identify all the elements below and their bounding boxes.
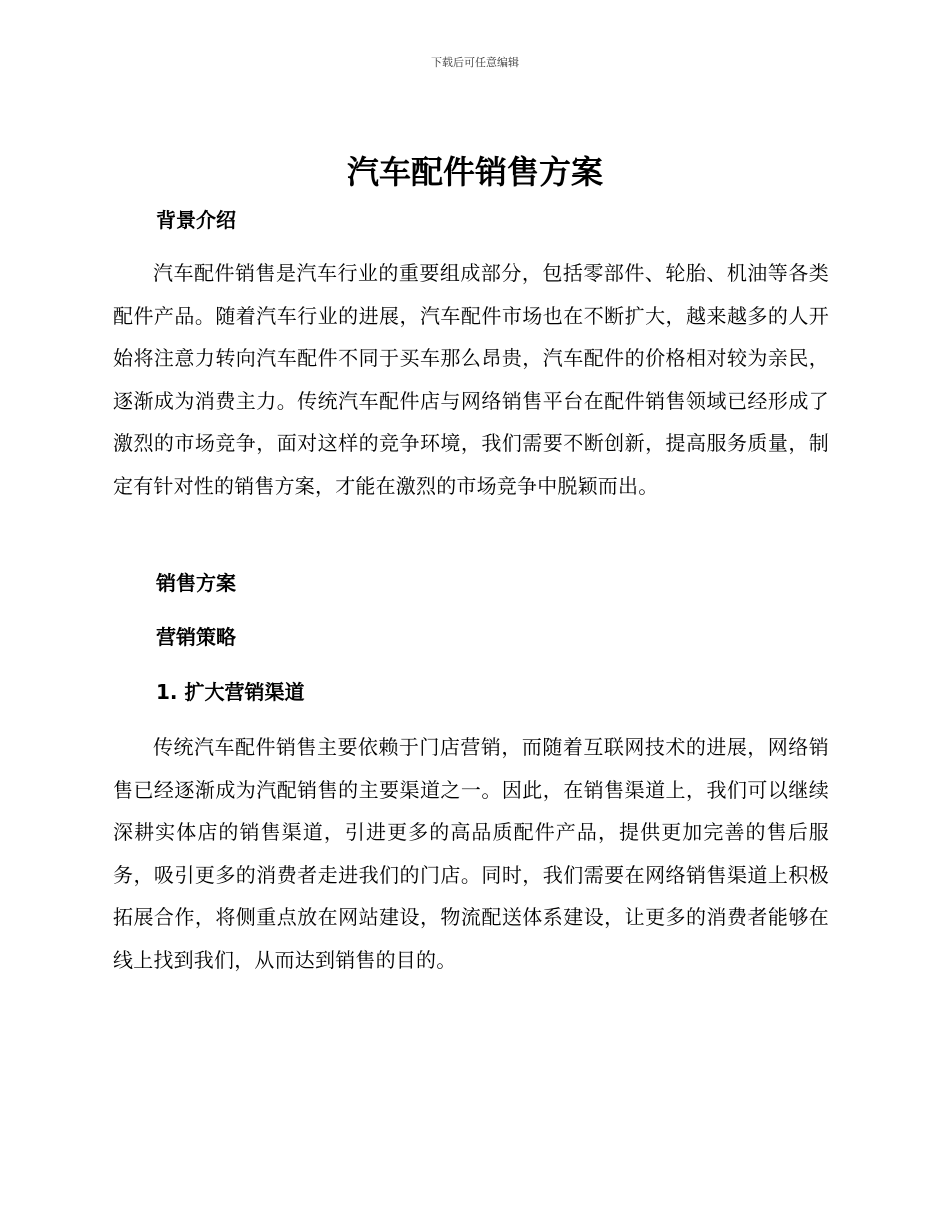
- page-header-note: 下载后可任意编辑: [431, 56, 519, 69]
- section-heading-marketing-strategy: 营销策略: [156, 625, 236, 649]
- section-heading-sales-plan: 销售方案: [156, 571, 236, 595]
- section-heading-background: 背景介绍: [156, 208, 236, 232]
- paragraph-background: 汽车配件销售是汽车行业的重要组成部分，包括零部件、轮胎、机油等各类配件产品。随着汽车行业的进展，汽车配件市场也在不断扩大，越来越多的人开始将注意力转向汽车配件不同于买车那么昂贵，汽车配件的价格相对较为亲民，逐渐成为消费主力。传统汽车配件店与网络销售平台在配件销售领域已经形成了激烈的市场竞争，面对这样的竞争环境，我们需要不断创新，提高服务质量，制定有针对性的销售方案，才能在激烈的市场竞争中脱颖而出。: [113, 261, 829, 498]
- paragraph-expand-channels: 传统汽车配件销售主要依赖于门店营销，而随着互联网技术的进展，网络销售已经逐渐成为汽配销售的主要渠道之一。因此，在销售渠道上，我们可以继续深耕实体店的销售渠道，引进更多的高品质配件产品，提供更加完善的售后服务，吸引更多的消费者走进我们的门店。同时，我们需要在网络销售渠道上积极拓展合作，将侧重点放在网站建设，物流配送体系建设，让更多的消费者能够在线上找到我们，从而达到销售的目的。: [113, 735, 829, 972]
- section-heading-expand-channels: 1. 扩大营销渠道: [156, 680, 305, 704]
- document-title: 汽车配件销售方案: [346, 153, 603, 191]
